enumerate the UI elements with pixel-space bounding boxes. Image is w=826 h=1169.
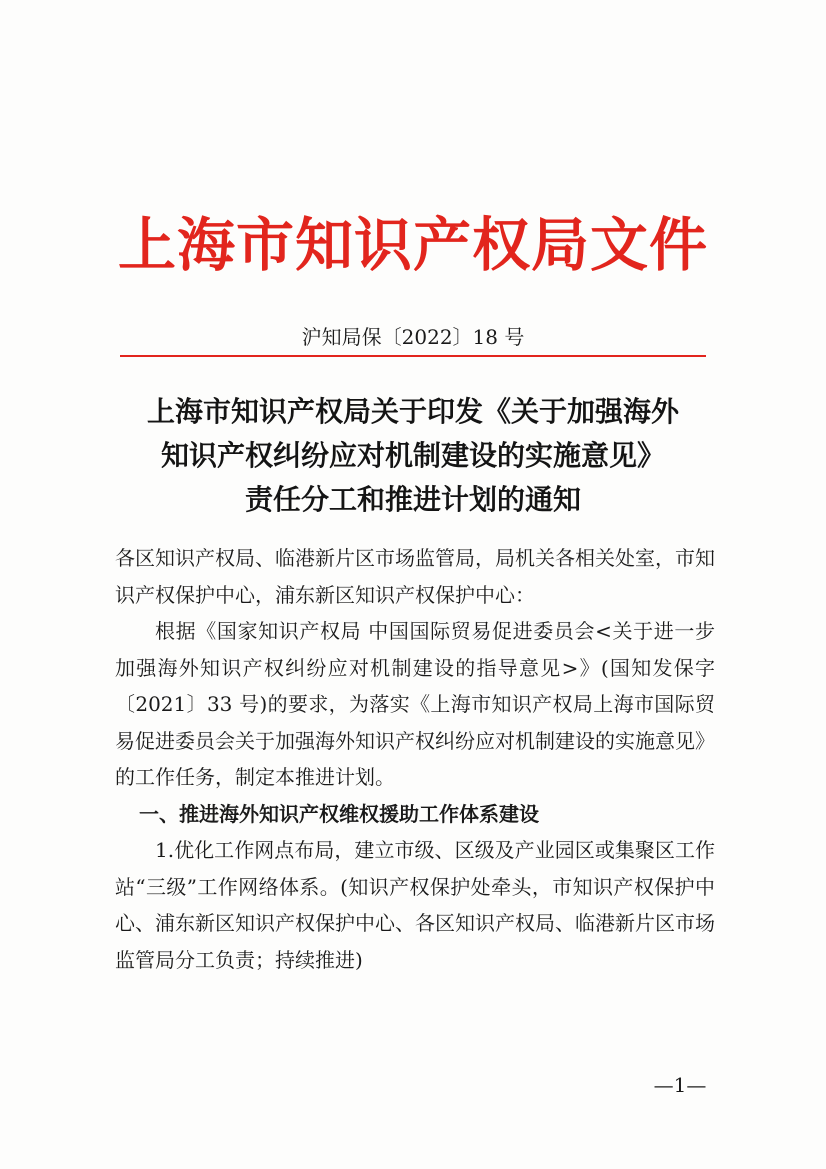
notice-title-line-1: 上海市知识产权局关于印发《关于加强海外 (146, 395, 679, 428)
intro-paragraph: 根据《国家知识产权局 中国国际贸易促进委员会<关于进一步加强海外知识产权纠纷应对机制建设的指导意见>》(国知发保字〔2021〕33 号)的要求，为落实《上海市知识产权局上海市国际贸易促进委员会关于加强海外知识产权纠纷应对机制建设的实施意见》的工作任务，制定本推进计划。 (115, 619, 715, 789)
notice-title (60, 390, 766, 522)
document-number: 沪知局保〔2022〕18 号 (301, 325, 525, 349)
list-item-one: 1.优化工作网点布局，建立市级、区级及产业园区或集聚区工作站“三级”工作网络体系。(知识产权保护处牵头，市知识产权保护中心、浦东新区知识产权保护中心、各区知识产权局、临港新片区市场监管局分工负责；持续推进) (115, 838, 715, 972)
notice-title-line-3: 责任分工和推进计划的通知 (244, 483, 581, 516)
notice-title-line-2: 知识产权纠纷应对机制建设的实施意见》 (160, 439, 665, 472)
document-body (115, 540, 715, 978)
page-number: —1— (653, 1073, 707, 1097)
masthead-title: 上海市知识产权局文件 (117, 211, 708, 279)
section-heading-one: 一、推进海外知识产权维权援助工作体系建设 (139, 801, 539, 826)
addressee-paragraph: 各区知识产权局、临港新片区市场监管局，局机关各相关处室，市知识产权保护中心，浦东新区知识产权保护中心： (115, 546, 715, 607)
red-divider-line (120, 355, 706, 357)
